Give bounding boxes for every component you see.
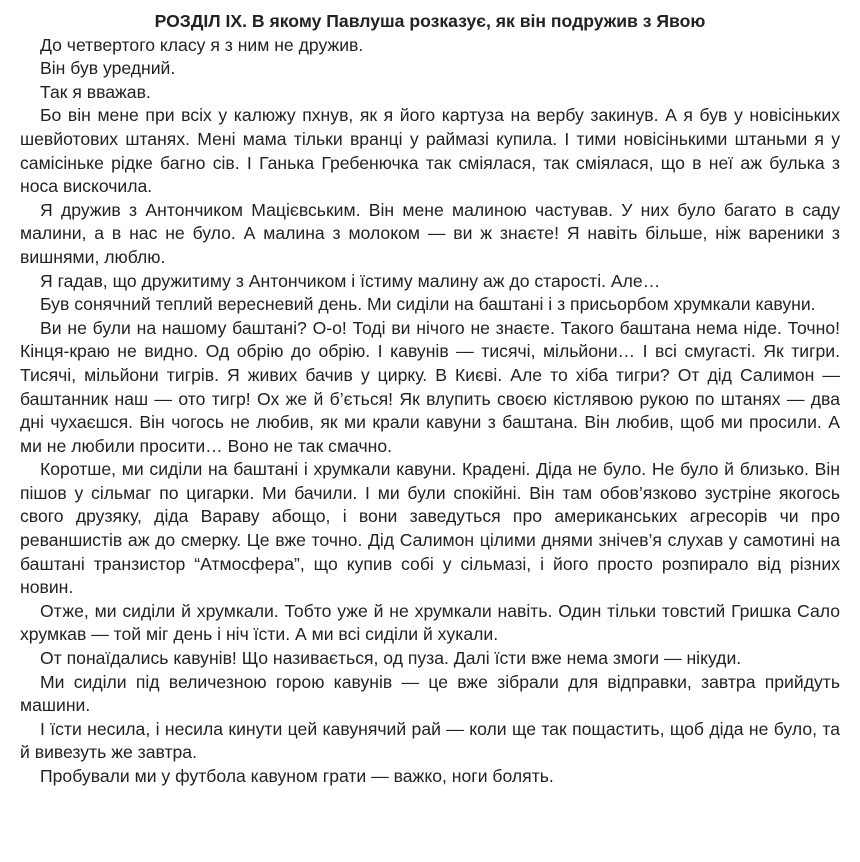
paragraph: Отже, ми сиділи й хрумкали. Тобто уже й не хрумкали навіть. Один тільки товстий Гришка Сало хрумкав — той міг день і ніч їсти. А ми всі сиділи й хукали. [20, 600, 840, 645]
paragraph: Він був уредний. [40, 58, 176, 79]
paragraph: І їсти несила, і несила кинути цей кавунячий рай — коли ще так пощастить, щоб діда не було, та й вивезуть же завтра. [20, 718, 840, 763]
paragraph: Бо він мене при всіх у калюжу пхнув, як я його картуза на вербу закинув. А я був у новісіньких шевйотових штанях. Мені мама тільки вранці у раймазі купила. І тими новісінькими штаньми я у самісіньке рідке багно сів. І Ганька Гребенючка так сміялася, так сміялася, що в неї аж булька з носа вискочила. [20, 105, 840, 197]
paragraph: До четвертого класу я з ним не дружив. [40, 34, 364, 55]
chapter-title: РОЗДІЛ IX. В якому Павлуша розказує, як він подружив з Явою [154, 11, 706, 31]
paragraph: Так я вважав. [40, 81, 151, 102]
paragraph: Коротше, ми сиділи на баштані і хрумкали кавуни. Крадені. Діда не було. Не було й близько. Він пішов у сільмаг по цигарки. Ми бачили. І ми були спокійні. Він там обов’язково зустріне якогось свого друзяку, діда Вараву абощо, і вони заведуться про американських агресорів чи про реваншистів аж до смерку. Це вже точно. Дід Салимон цілими днями знічев’я слухав у самотині на баштані транзистор “Атмосфера”, що купив собі у сільмазі, і його просто розпирало від різних новин. [20, 459, 840, 598]
paragraph: Був сонячний теплий вересневий день. Ми сиділи на баштані і з присьорбом хрумкали кавуни. [40, 294, 816, 315]
paragraph: Ви не були на нашому баштані? О-о! Тоді ви нічого не знаєте. Такого баштана нема ніде. Точно! Кінця-краю не видно. Од обрію до обрію. І кавунів — тисячі, мільйони… І всі смугасті. Як тигри. Тисячі, мільйони тигрів. Я живих бачив у цирку. В Києві. Але то хіба тигри? От дід Салимон — баштанник наш — ото тигр! Ох же й б’ється! Як влупить своєю кістлявою рукою по штанях — два дні чухаєшся. Він чогось не любив, як ми крали кавуни з баштана. Він любив, щоб ми просили. А ми не любили просити… Воно не так смачно. [20, 317, 840, 456]
paragraph: Пробували ми у футбола кавуном грати — важко, ноги болять. [40, 766, 554, 786]
paragraph: Я гадав, що дружитиму з Антончиком і їстиму малину аж до старості. Але… [40, 270, 661, 291]
chapter-body [20, 34, 840, 789]
paragraph: Я дружив з Антончиком Мацієвським. Він мене малиною частував. У них було багато в саду малини, а в нас не було. А малина з молоком — ви ж знаєте! Я навіть більше, ніж вареники з вишнями, люблю. [20, 199, 840, 267]
paragraph: Ми сиділи під величезною горою кавунів — це вже зібрали для відправки, завтра прийдуть машини. [20, 671, 840, 716]
paragraph: От понаїдались кавунів! Що називається, од пуза. Далі їсти вже нема змоги — нікуди. [40, 648, 742, 669]
